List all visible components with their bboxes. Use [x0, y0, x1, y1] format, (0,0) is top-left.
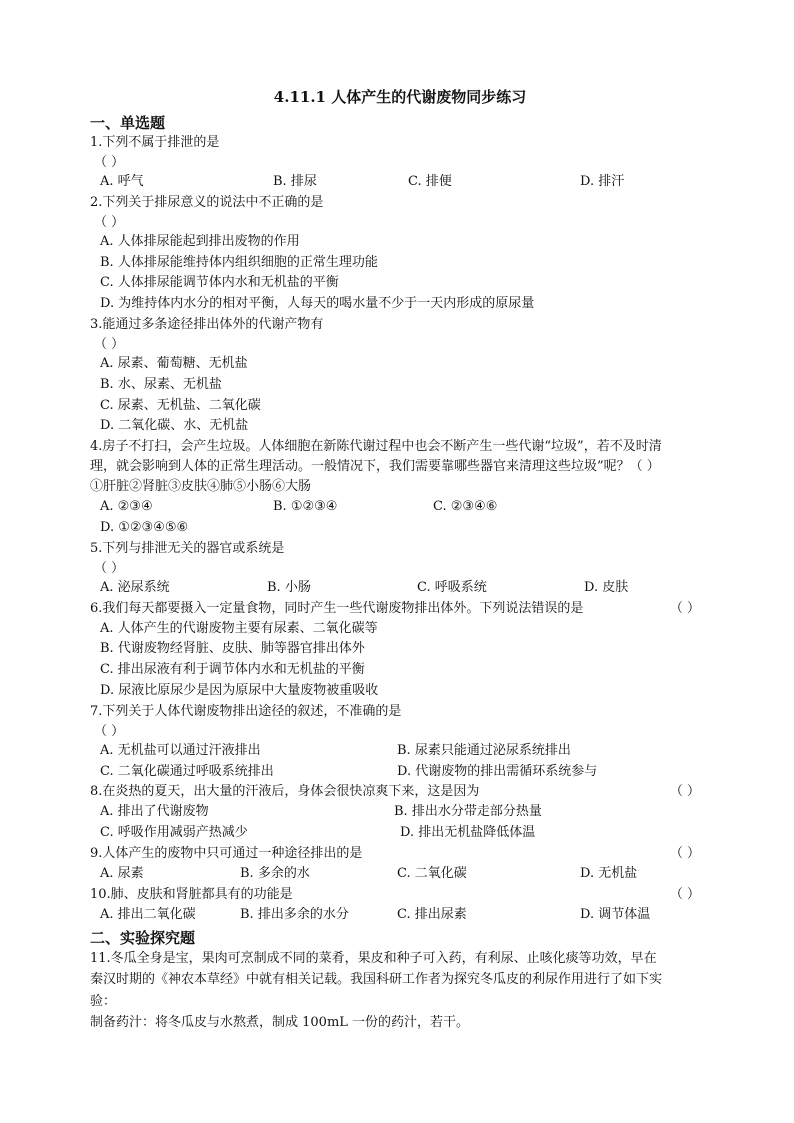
question-1	[90, 133, 710, 153]
option-b[interactable]: B. 人体排尿能维持体内组织细胞的正常生理功能	[100, 254, 378, 270]
option-a[interactable]: A. 无机盐可以通过汗液排出	[100, 742, 261, 758]
option-c[interactable]: C. 呼吸作用减弱产热减少	[100, 825, 248, 841]
question-stem: 1.下列不属于排泄的是	[90, 135, 220, 150]
question-stem: 8.在炎热的夏天，出大量的汗液后，身体会很快凉爽下来，这是因为	[90, 784, 480, 800]
answer-blank: （ ）	[669, 845, 700, 861]
question-7	[90, 702, 710, 722]
options-row	[100, 864, 710, 885]
option-b[interactable]: B. 尿素只能通过泌尿系统排出	[397, 742, 571, 758]
option-c[interactable]: C. 人体排尿能调节体内水和无机盐的平衡	[100, 275, 339, 291]
option-c[interactable]: C. 二氧化碳通过呼吸系统排出	[100, 763, 274, 779]
option-b[interactable]: B. 排尿	[273, 174, 317, 189]
question-2	[90, 193, 710, 213]
option-c[interactable]: C. 呼吸系统	[417, 579, 487, 595]
answer-blank: （ ）	[669, 886, 700, 902]
options-row	[100, 172, 660, 193]
option-b[interactable]: B. 代谢废物经肾脏、皮肤、肺等器官排出体外	[100, 641, 365, 657]
option-d[interactable]: D. 皮肤	[584, 579, 629, 595]
option-c[interactable]: C. 二氧化碳	[397, 865, 467, 881]
question-11	[90, 948, 710, 1034]
section-heading-experiment: 二、实验探究题	[90, 928, 196, 947]
option-d[interactable]: D. 调节体温	[580, 906, 651, 922]
answer-blank: （ ）	[94, 723, 125, 739]
question-stem: 2.下列关于排尿意义的说法中不正确的是	[90, 194, 324, 210]
option-d[interactable]: D. 排汗	[580, 174, 625, 189]
option-b[interactable]: B. 水、尿素、无机盐	[100, 376, 222, 392]
option-c[interactable]: C. ②③④⑥	[433, 499, 498, 515]
question-stem-line-1: 4.房子不打扫，会产生垃圾。人体细胞在新陈代谢过程中也会不断产生一些代谢“垃圾”，若不及时清	[90, 439, 662, 455]
options-row	[100, 578, 710, 599]
answer-blank: （ ）	[669, 600, 700, 616]
option-c[interactable]: C. 排出尿素	[397, 906, 467, 922]
question-4	[90, 437, 710, 497]
question-stem: 5.下列与排泄无关的器官或系统是	[90, 540, 285, 556]
section-heading-single-choice: 一、单选题	[90, 114, 166, 132]
option-b[interactable]: B. 小肠	[267, 579, 311, 595]
option-b[interactable]: B. ①②③④	[273, 499, 338, 515]
question-10	[90, 885, 710, 905]
option-b[interactable]: B. 多余的水	[240, 865, 310, 881]
option-a[interactable]: A. 呼气	[100, 174, 144, 189]
option-c[interactable]: C. 排出尿液有利于调节体内水和无机盐的平衡	[100, 662, 365, 678]
question-stem-line-2: 理，就会影响到人体的正常生理活动。一般情况下，我们需要靠哪些器官来清理这些垃圾”呢？（ ）	[90, 459, 660, 475]
option-a[interactable]: A. 人体排尿能起到排出废物的作用	[100, 233, 300, 249]
option-d[interactable]: D. 二氧化碳、水、无机盐	[100, 418, 249, 434]
question-stem: 10.肺、皮肤和肾脏都具有的功能是	[90, 886, 293, 902]
answer-blank: （ ）	[669, 784, 700, 800]
worksheet-title: 4.11.1 人体产生的代谢废物同步练习	[273, 88, 527, 106]
option-a[interactable]: A. 尿素、葡萄糖、无机盐	[100, 355, 248, 371]
option-d[interactable]: D. ①②③④⑤⑥	[100, 519, 189, 535]
options-row	[100, 823, 710, 844]
option-a[interactable]: A. 泌尿系统	[100, 579, 170, 595]
options-row	[100, 497, 710, 518]
question-text-line-2: 秦汉时期的《神农本草经》中就有相关记载。我国科研工作者为探究冬瓜皮的利尿作用进行了如下实	[90, 972, 663, 988]
question-8	[90, 782, 710, 802]
option-d[interactable]: D. 排出无机盐降低体温	[400, 825, 536, 841]
question-stem: 7.下列关于人体代谢废物排出途径的叙述，不准确的是	[90, 703, 402, 719]
option-a[interactable]: A. 人体产生的代谢废物主要有尿素、二氧化碳等	[100, 620, 378, 636]
options-row	[100, 741, 710, 762]
question-text-line-4: 制备药汁：将冬瓜皮与水熬煮，制成 100mL 一份的药汁，若干。	[90, 1015, 470, 1031]
option-a[interactable]: A. ②③④	[100, 499, 153, 515]
options-row	[100, 762, 710, 783]
option-a[interactable]: A. 排出了代谢废物	[100, 804, 209, 820]
option-a[interactable]: A. 排出二氧化碳	[100, 906, 196, 922]
question-9	[90, 844, 710, 864]
option-b[interactable]: B. 排出水分带走部分热量	[394, 804, 542, 820]
organ-list: ①肝脏②肾脏③皮肤④肺⑤小肠⑥大肠	[90, 479, 312, 495]
worksheet-page	[90, 86, 710, 1034]
answer-blank: （ ）	[94, 155, 125, 170]
question-stem: 9.人体产生的废物中只可通过一种途径排出的是	[90, 845, 363, 861]
option-d[interactable]: D. 无机盐	[580, 865, 638, 881]
option-c[interactable]: C. 排便	[408, 174, 452, 189]
question-text-line-1: 11.冬瓜全身是宝，果肉可烹制成不同的菜肴，果皮和种子可入药，有利尿、止咳化痰等功效，早在	[90, 950, 657, 966]
question-3	[90, 315, 710, 335]
question-6	[90, 599, 710, 619]
question-stem: 6.我们每天都要摄入一定量食物，同时产生一些代谢废物排出体外。下列说法错误的是	[90, 600, 584, 616]
options-row	[100, 905, 710, 926]
question-stem: 3.能通过多条途径排出体外的代谢产物有	[90, 316, 324, 332]
option-b[interactable]: B. 排出多余的水分	[240, 906, 349, 922]
option-d[interactable]: D. 尿液比原尿少是因为原尿中大量废物被重吸收	[100, 682, 379, 698]
answer-blank: （ ）	[94, 560, 125, 576]
option-d[interactable]: D. 代谢废物的排出需循环系统参与	[397, 763, 598, 779]
question-text-line-3: 验：	[90, 993, 117, 1009]
question-5	[90, 539, 710, 559]
answer-blank: （ ）	[94, 214, 125, 230]
option-c[interactable]: C. 尿素、无机盐、二氧化碳	[100, 397, 261, 413]
option-a[interactable]: A. 尿素	[100, 865, 144, 881]
option-d[interactable]: D. 为维持体内水分的相对平衡，人每天的喝水量不少于一天内形成的原尿量	[100, 296, 535, 312]
options-row	[100, 802, 710, 823]
answer-blank: （ ）	[94, 336, 125, 352]
